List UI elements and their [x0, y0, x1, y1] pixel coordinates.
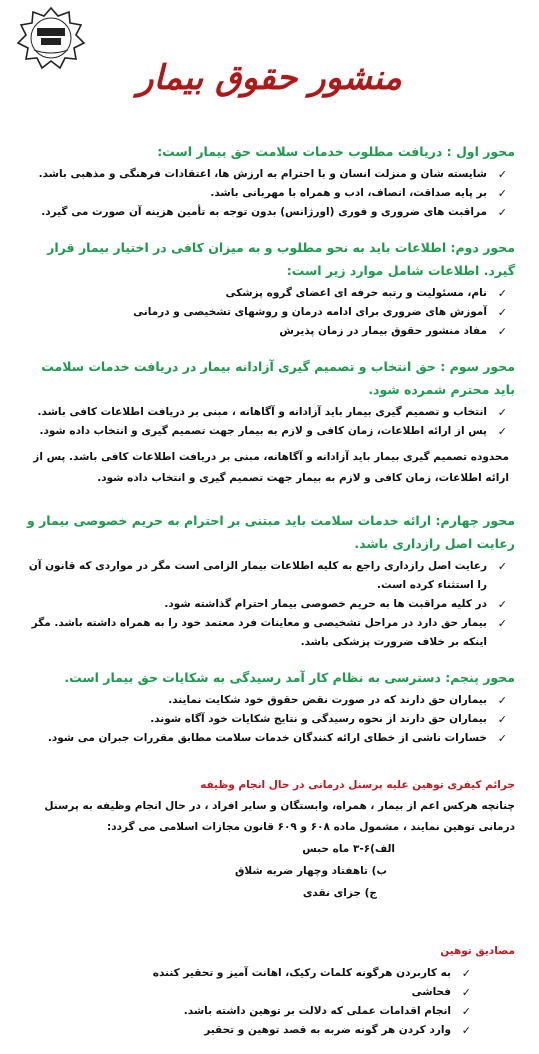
section-5: [22, 666, 515, 748]
check-icon: ✓: [497, 325, 507, 338]
check-icon: ✓: [497, 694, 507, 707]
check-icon: ✓: [497, 425, 507, 438]
list-item: ✓ بیمار حق دارد در مراحل تشخیصی و معاینات فرد معتمد خود را به همراه داشته باشد. مگر اینکه بر خلاف ضرورت پزشکی باشد.: [22, 614, 487, 652]
section-heading: محور دوم: اطلاعات باید به نحو مطلوب و به میزان کافی در اختیار بیمار قرار گیرد. اطلاعات شامل موارد زیر است:: [47, 240, 515, 278]
insult-heading: مصادیق توهین: [440, 945, 515, 957]
check-icon: ✓: [497, 206, 507, 219]
check-list: [22, 691, 515, 748]
list-item: ✓ انجام اقدامات عملی که دلالت بر توهین داشته باشد.: [22, 1002, 451, 1021]
insult-section: [22, 940, 515, 1040]
list-item: ✓ نام، مسئولیت و رتبه حرفه ای اعضای گروه پزشکی: [22, 284, 487, 303]
penalties-list: [22, 838, 515, 904]
list-item: ✓ رعایت اصل رازداری راجع به کلیه اطلاعات بیمار الزامی است مگر در مواردی که قانون آن را استثناء کرده است.: [22, 557, 487, 595]
check-list: [22, 165, 515, 222]
check-icon: ✓: [497, 168, 507, 181]
check-list: [22, 557, 515, 652]
list-item: ✓ شایسته شان و منزلت انسان و با احترام به ارزش ها، اعتقادات فرهنگی و مذهبی باشد.: [22, 165, 487, 184]
check-icon: ✓: [497, 560, 507, 573]
section-4: [22, 509, 515, 652]
section-heading: محور سوم : حق انتخاب و تصمیم گیری آزادانه بیمار در دریافت خدمات سلامت باید محترم شمرده شود.: [41, 359, 515, 397]
list-item: ✓ خسارات ناشی از خطای ارائه کنندگان خدمات سلامت مطابق مقررات جبران می شود.: [22, 729, 487, 748]
crimes-text: چنانچه هرکس اعم از بیمار ، همراه، وابستگان و سایر افراد ، در حال انجام وظیفه به پرسنل درمانی توهین نمایند ، مشمول ماده ۶۰۸ و ۶۰۹ قانون مجازات اسلامی می گردد:: [44, 800, 515, 833]
charter-content: [22, 140, 515, 1054]
check-icon: ✓: [461, 986, 471, 999]
penalty-item: ج) جزای نقدی: [302, 887, 377, 899]
check-icon: ✓: [461, 1005, 471, 1018]
section-heading: محور چهارم: ارائه خدمات سلامت باید مبتنی بر احترام به حریم خصوصی بیمار و رعایت اصل رازداری باشد.: [26, 513, 515, 551]
check-icon: ✓: [497, 732, 507, 745]
section-2: [22, 236, 515, 341]
list-item: ✓ به کاربردن هرگونه کلمات رکیک، اهانت آمیز و تحقیر کننده: [22, 964, 451, 983]
list-item: ✓ فحاشی: [22, 983, 451, 1002]
list-item: ✓ آموزش های ضروری برای ادامه درمان و روشهای تشخیصی و درمانی: [22, 303, 487, 322]
list-item: ✓ بیماران حق دارند که در صورت نقض حقوق خود شکایت نمایند.: [22, 691, 487, 710]
section-heading: محور اول : دریافت مطلوب خدمات سلامت حق بیمار است:: [157, 144, 515, 159]
check-icon: ✓: [497, 598, 507, 611]
list-item: ✓ مفاد منشور حقوق بیمار در زمان پذیرش: [22, 322, 487, 341]
penalty-item: الف)۶-۳ ماه حبس: [302, 843, 395, 855]
list-item: ✓ بر پایه صداقت، انصاف، ادب و همراه با مهربانی باشد.: [22, 184, 487, 203]
section-3: [22, 355, 515, 489]
check-list: [22, 964, 515, 1040]
section-heading: محور پنجم: دسترسی به نظام کار آمد رسیدگی به شکایات حق بیمار است.: [64, 670, 515, 685]
check-list: [22, 403, 515, 441]
section-paragraph: محدوده تصمیم گیری بیمار باید آزادانه و آگاهانه، مبنی بر دریافت اطلاعات کافی باشد. پس از ارائه اطلاعات، زمان کافی و لازم به بیمار جهت تصمیم گیری و انتخاب داده شود.: [33, 451, 509, 484]
check-icon: ✓: [497, 406, 507, 419]
crimes-section: [22, 774, 515, 904]
list-item: ✓ بیماران حق دارند از نحوه رسیدگی و نتایج شکایات خود آگاه شوند.: [22, 710, 487, 729]
page-title: منشور حقوق بیمار: [137, 58, 402, 98]
check-icon: ✓: [497, 617, 507, 630]
check-icon: ✓: [461, 1024, 471, 1037]
check-icon: ✓: [497, 187, 507, 200]
list-item: ✓ مراقبت های ضروری و فوری (اورژانس) بدون توجه به تأمین هزینه آن صورت می گیرد.: [22, 203, 487, 222]
check-list: [22, 284, 515, 341]
list-item: ✓ وارد کردن هر گونه ضربه به قصد توهین و تحقیر: [22, 1021, 451, 1040]
crimes-heading: جرائم کیفری توهین علیه پرسنل درمانی در حال انجام وظیفه: [200, 779, 515, 791]
check-icon: ✓: [497, 306, 507, 319]
check-icon: ✓: [497, 713, 507, 726]
list-item: ✓ در کلیه مراقبت ها به حریم خصوصی بیمار احترام گذاشته شود.: [22, 595, 487, 614]
check-icon: ✓: [461, 967, 471, 980]
check-icon: ✓: [497, 287, 507, 300]
penalty-item: ب) تاهفتاد وچهار ضربه شلاق: [235, 865, 387, 877]
list-item: ✓ انتخاب و تصمیم گیری بیمار باید آزادانه و آگاهانه ، مبنی بر دریافت اطلاعات کافی باشد.: [22, 403, 487, 422]
section-1: [22, 140, 515, 222]
list-item: ✓ پس از ارائه اطلاعات، زمان کافی و لازم به بیمار جهت تصمیم گیری و انتخاب داده شود.: [22, 422, 487, 441]
